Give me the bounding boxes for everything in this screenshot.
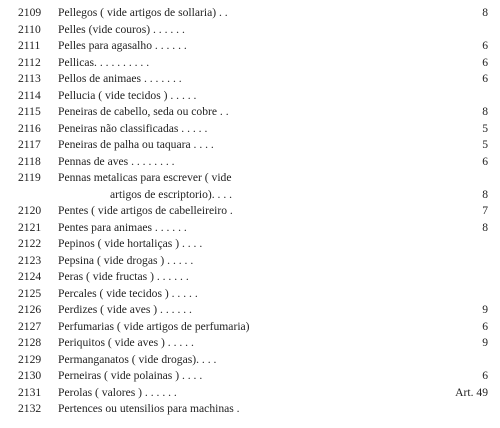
entry-number: 2117 (18, 138, 41, 151)
entry-number: 2112 (18, 55, 41, 69)
tariff-entry-row (0, 6, 500, 20)
tariff-entry-row (0, 122, 500, 136)
entry-rate: 6 (482, 319, 488, 333)
entry-description: Pellos de animaes . . . . . . . (58, 72, 182, 85)
tariff-entry-row (0, 89, 500, 103)
entry-rate: 7 (482, 204, 488, 217)
entry-description: Perfumarias ( vide artigos de perfumaria) (58, 319, 250, 333)
tariff-entry-row (0, 204, 500, 218)
entry-description: Pelles (vide couros) . . . . . . (58, 22, 185, 36)
entry-rate: 8 (482, 105, 488, 118)
tariff-entry-row (0, 336, 500, 350)
entry-rate: 6 (482, 154, 488, 168)
entry-number: 2120 (18, 204, 42, 217)
entry-description: Peneiras de palha ou taquara . . . . (58, 138, 214, 151)
entry-description: Pepinos ( vide hortaliças ) . . . . (58, 237, 203, 250)
entry-number: 2131 (18, 385, 42, 399)
entry-description: Pellucia ( vide tecidos ) . . . . . (58, 88, 197, 102)
entry-number: 2125 (18, 286, 42, 300)
entry-rate: 5 (482, 138, 488, 151)
entry-rate: 6 (482, 39, 488, 52)
tariff-entry-row (0, 254, 500, 268)
entry-description: Pentes ( vide artigos de cabelleireiro . (58, 204, 233, 217)
entry-number: 2116 (18, 121, 41, 135)
entry-description: Pennas metalicas para escrever ( vide (58, 171, 232, 184)
entry-description: Pennas de aves . . . . . . . . (58, 154, 175, 168)
entry-description: Peneiras não classificadas . . . . . (58, 121, 208, 135)
entry-number: 2118 (18, 154, 41, 168)
entry-description: Peneiras de cabello, seda ou cobre . . (58, 105, 229, 118)
tariff-entry-row (0, 402, 500, 416)
entry-number: 2127 (18, 319, 42, 333)
entry-description: Perneiras ( vide polainas ) . . . . (58, 369, 203, 382)
entry-number: 2121 (18, 220, 42, 234)
tariff-entry-row (0, 287, 500, 301)
entry-number: 2122 (18, 237, 42, 250)
entry-rate: 8 (482, 187, 488, 201)
tariff-entry-row (0, 303, 500, 317)
tariff-entry-row (0, 386, 500, 400)
entry-number: 2128 (18, 336, 42, 349)
tariff-entry-row (0, 237, 500, 251)
entry-number: 2119 (18, 171, 41, 184)
tariff-entry-row (0, 39, 500, 53)
tariff-entry-row (0, 138, 500, 152)
entry-rate: 5 (482, 121, 488, 135)
entry-rate: 9 (482, 303, 488, 316)
tariff-entry-row (0, 171, 500, 185)
entry-rate: 6 (482, 72, 488, 85)
entry-description: Pentes para animaes . . . . . . (58, 220, 187, 234)
entry-rate: 9 (482, 336, 488, 349)
entry-number: 2123 (18, 253, 42, 267)
entry-number: 2124 (18, 270, 42, 283)
entry-description: Pelles para agasalho . . . . . . (58, 39, 187, 52)
tariff-entry-row (0, 221, 500, 235)
entry-number: 2110 (18, 22, 41, 36)
entry-number: 2113 (18, 72, 41, 85)
entry-number: 2115 (18, 105, 41, 118)
entry-description: Pellicas. . . . . . . . . . (58, 55, 150, 69)
entry-rate: 8 (482, 220, 488, 234)
tariff-entry-row (0, 72, 500, 86)
entry-description: artigos de escriptorio). . . . (110, 187, 233, 201)
entry-number: 2114 (18, 88, 41, 102)
tariff-entry-row (0, 23, 500, 37)
tariff-entry-row (0, 56, 500, 70)
tariff-entry-row (0, 155, 500, 169)
entry-rate: 6 (482, 55, 488, 69)
entry-description: Peras ( vide fructas ) . . . . . . (58, 270, 189, 283)
entry-description: Perdizes ( vide aves ) . . . . . . (58, 303, 192, 316)
entry-number: 2129 (18, 352, 42, 366)
entry-description: Pertences ou utensilios para machinas . (58, 402, 240, 415)
entry-description: Pepsina ( vide drogas ) . . . . . (58, 253, 194, 267)
tariff-entry-row (0, 105, 500, 119)
entry-rate: 6 (482, 369, 488, 382)
tariff-entry-row (0, 320, 500, 334)
tariff-entry-row (0, 188, 500, 202)
entry-number: 2111 (18, 39, 41, 52)
entry-number: 2132 (18, 402, 42, 415)
entry-number: 2126 (18, 303, 42, 316)
tariff-entry-row (0, 353, 500, 367)
entry-number: 2109 (18, 6, 42, 19)
entry-description: Periquitos ( vide aves ) . . . . . (58, 336, 194, 349)
entry-rate: Art. 49 (455, 385, 488, 399)
entry-number: 2130 (18, 369, 42, 382)
tariff-entry-row (0, 369, 500, 383)
entry-description: Perolas ( valores ) . . . . . . (58, 385, 177, 399)
entry-description: Percales ( vide tecidos ) . . . . . (58, 286, 198, 300)
entry-description: Pellegos ( vide artigos de sollaria) . . (58, 6, 228, 19)
tariff-entry-row (0, 270, 500, 284)
entry-rate: 8 (482, 6, 488, 19)
entry-description: Permanganatos ( vide drogas). . . . (58, 352, 217, 366)
